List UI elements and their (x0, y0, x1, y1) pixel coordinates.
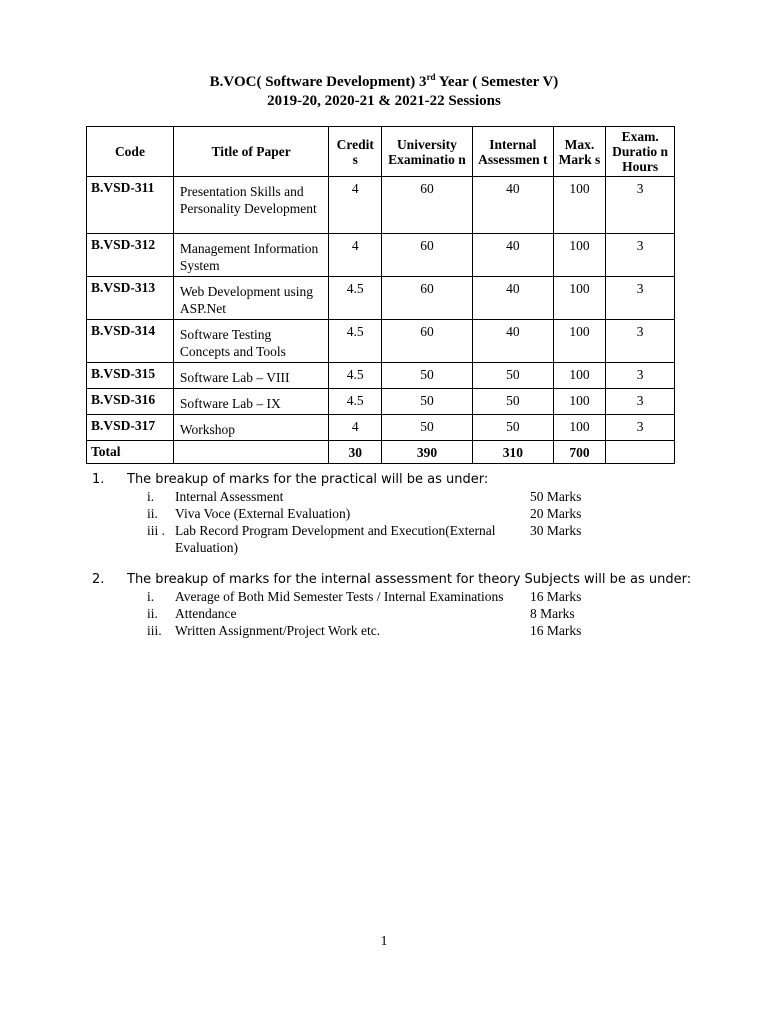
cell-duration: 3 (606, 320, 675, 363)
table-total-row (87, 441, 675, 464)
item-numeral: iii . (147, 523, 166, 538)
note-text: The breakup of marks for the internal assessment for theory Subjects will be as under: (127, 572, 692, 587)
item-numeral: i. (147, 489, 155, 504)
item-marks: 50 Marks (530, 489, 582, 504)
cell-total-title (173, 441, 329, 464)
cell-max: 100 (553, 320, 606, 363)
cell-title: Workshop (173, 415, 329, 441)
item-marks: 30 Marks (530, 523, 582, 538)
note-block (92, 472, 692, 556)
header-credits: Credit s (329, 127, 382, 177)
cell-title: Web Development using ASP.Net (173, 277, 329, 320)
table-row (87, 177, 675, 234)
cell-code: B.VSD-311 (87, 177, 174, 234)
note-item (92, 622, 692, 639)
item-description: Attendance (175, 606, 237, 621)
cell-credits: 4.5 (329, 363, 382, 389)
header-max: Max. Mark s (553, 127, 606, 177)
note-text: The breakup of marks for the practical will be as under: (127, 472, 489, 487)
cell-max: 100 (553, 277, 606, 320)
cell-credits: 4.5 (329, 320, 382, 363)
cell-title: Software Lab – VIII (173, 363, 329, 389)
cell-duration: 3 (606, 277, 675, 320)
title-superscript: rd (426, 72, 436, 82)
cell-total-internal: 310 (472, 441, 553, 464)
cell-title: Presentation Skills and Personality Development (173, 177, 329, 234)
item-description: Lab Record Program Development and Execution(External Evaluation) (175, 523, 496, 555)
item-marks: 16 Marks (530, 589, 582, 604)
cell-duration: 3 (606, 177, 675, 234)
cell-univ: 60 (381, 320, 472, 363)
cell-code: B.VSD-314 (87, 320, 174, 363)
cell-total-duration (606, 441, 675, 464)
note-item (92, 488, 692, 505)
table-row (87, 234, 675, 277)
item-numeral: ii. (147, 506, 158, 521)
item-description: Viva Voce (External Evaluation) (175, 506, 351, 521)
cell-total-max: 700 (553, 441, 606, 464)
cell-code: B.VSD-313 (87, 277, 174, 320)
item-numeral: iii. (147, 623, 162, 638)
cell-duration: 3 (606, 234, 675, 277)
cell-univ: 50 (381, 363, 472, 389)
cell-title: Software Lab – IX (173, 389, 329, 415)
header-title: Title of Paper (173, 127, 329, 177)
item-description: Internal Assessment (175, 489, 284, 504)
cell-code: B.VSD-317 (87, 415, 174, 441)
note-number: 2. (92, 572, 105, 587)
cell-internal: 50 (472, 363, 553, 389)
cell-univ: 50 (381, 415, 472, 441)
item-description: Written Assignment/Project Work etc. (175, 623, 381, 638)
cell-duration: 3 (606, 415, 675, 441)
cell-credits: 4 (329, 415, 382, 441)
item-marks: 8 Marks (530, 606, 575, 621)
cell-univ: 60 (381, 234, 472, 277)
cell-max: 100 (553, 234, 606, 277)
cell-title: Software Testing Concepts and Tools (173, 320, 329, 363)
page-number: 1 (380, 934, 388, 949)
cell-total-univ: 390 (381, 441, 472, 464)
cell-univ: 60 (381, 177, 472, 234)
cell-title: Management Information System (173, 234, 329, 277)
cell-code: B.VSD-316 (87, 389, 174, 415)
cell-internal: 40 (472, 320, 553, 363)
header-code: Code (87, 127, 174, 177)
table-row (87, 415, 675, 441)
cell-max: 100 (553, 415, 606, 441)
cell-total-credits: 30 (329, 441, 382, 464)
cell-internal: 40 (472, 177, 553, 234)
item-marks: 20 Marks (530, 506, 582, 521)
header-university: University Examinatio n (381, 127, 472, 177)
table-header-row (87, 127, 675, 177)
cell-code: B.VSD-315 (87, 363, 174, 389)
cell-univ: 60 (381, 277, 472, 320)
note-item (92, 522, 692, 556)
cell-internal: 40 (472, 234, 553, 277)
header-internal: Internal Assessmen t (472, 127, 553, 177)
cell-max: 100 (553, 363, 606, 389)
note-item (92, 605, 692, 622)
note-block (92, 572, 692, 639)
item-numeral: ii. (147, 606, 158, 621)
cell-duration: 3 (606, 389, 675, 415)
cell-internal: 50 (472, 389, 553, 415)
table-row (87, 363, 675, 389)
note-item (92, 588, 692, 605)
cell-credits: 4.5 (329, 389, 382, 415)
cell-internal: 40 (472, 277, 553, 320)
cell-code: B.VSD-312 (87, 234, 174, 277)
syllabus-table (86, 126, 675, 464)
cell-credits: 4.5 (329, 277, 382, 320)
table-row (87, 320, 675, 363)
title-line1-rest: Year ( Semester V) (435, 74, 559, 90)
notes-section (92, 472, 692, 639)
note-heading (92, 472, 692, 488)
cell-credits: 4 (329, 177, 382, 234)
item-description: Average of Both Mid Semester Tests / Internal Examinations (175, 589, 504, 604)
cell-credits: 4 (329, 234, 382, 277)
cell-max: 100 (553, 389, 606, 415)
cell-total-label: Total (87, 441, 174, 464)
table-row (87, 277, 675, 320)
note-heading (92, 572, 692, 588)
cell-duration: 3 (606, 363, 675, 389)
document-title (0, 73, 768, 91)
cell-univ: 50 (381, 389, 472, 415)
note-item (92, 505, 692, 522)
sessions-subtitle: 2019-20, 2020-21 & 2021-22 Sessions (267, 93, 501, 109)
note-number: 1. (92, 472, 105, 487)
cell-max: 100 (553, 177, 606, 234)
cell-internal: 50 (472, 415, 553, 441)
header-duration: Exam. Duratio n Hours (606, 127, 675, 177)
item-marks: 16 Marks (530, 623, 582, 638)
title-line1: B.VOC( Software Development) 3 (209, 74, 427, 90)
table-row (87, 389, 675, 415)
item-numeral: i. (147, 589, 155, 604)
